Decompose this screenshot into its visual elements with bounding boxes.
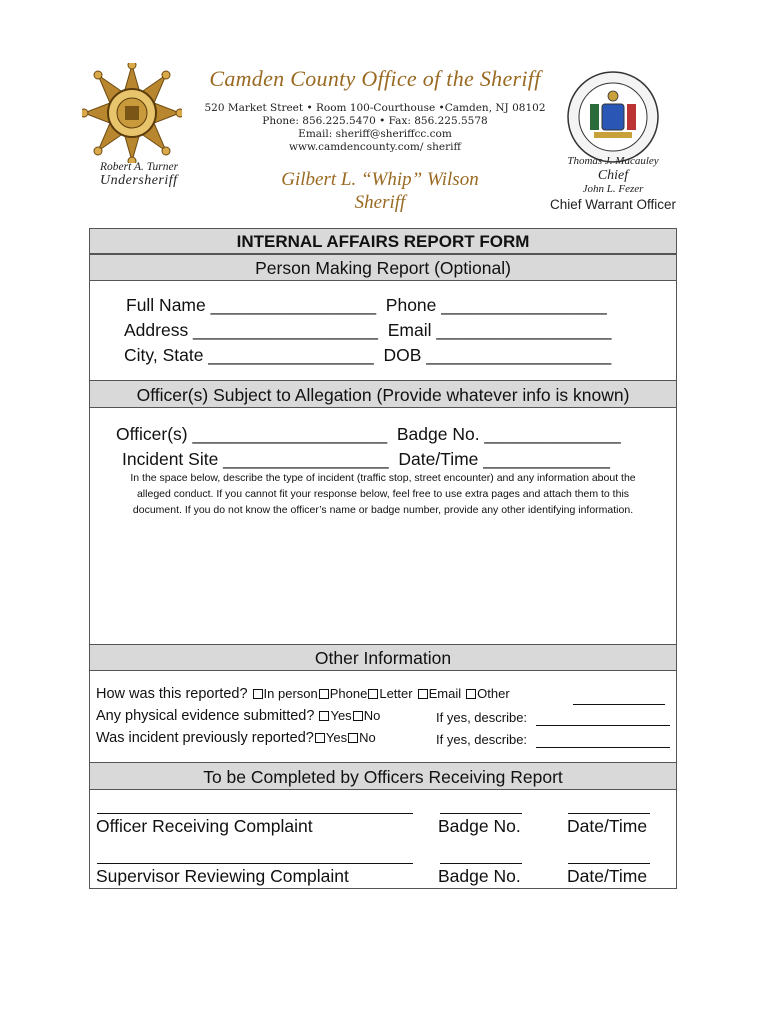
section-header-officers-receiving: To be Completed by Officers Receiving Report [90, 762, 676, 790]
officer-receiving-signature-line[interactable] [97, 813, 413, 814]
office-address: 520 Market Street • Room 100-Courthouse •Camden, NJ 08102 [204, 102, 546, 114]
sheriff-signature [250, 168, 510, 214]
previous-no-label: No [359, 730, 376, 745]
officer-datetime-line[interactable] [568, 813, 650, 814]
letterhead [190, 64, 560, 154]
supervisor-datetime-line[interactable] [568, 863, 650, 864]
checkbox-email[interactable] [418, 689, 428, 699]
office-website-link[interactable]: www.camdencounty.com/ sheriff [289, 141, 461, 153]
supervisor-badge-label: Badge No. [438, 866, 521, 886]
supervisor-reviewing-label: Supervisor Reviewing Complaint [96, 866, 349, 886]
instructions-line-2: alleged conduct. If you cannot fit your response below, feel free to use extra pages and attach them to this [136, 488, 630, 500]
instructions-line-3: document. If you do not know the officer’s name or badge number, provide any other identifying information. [132, 504, 634, 516]
other-method-field[interactable] [573, 704, 665, 705]
supervisor-signature-line[interactable] [97, 863, 413, 864]
checkbox-previous-no[interactable] [348, 733, 358, 743]
address-email-field[interactable]: Address ___________________ Email __________________ [124, 320, 612, 340]
cwo-title: Chief Warrant Officer [549, 197, 677, 212]
office-email-text: Email: sheriff@sheriffcc.com [298, 128, 452, 140]
checkbox-phone[interactable] [319, 689, 329, 699]
undersheriff-name: Robert A. Turner [100, 161, 179, 173]
previous-describe-field[interactable] [536, 747, 670, 748]
physical-evidence-row [96, 708, 380, 724]
section-header-person-making-report: Person Making Report (Optional) [90, 254, 676, 281]
checkbox-letter[interactable] [368, 689, 378, 699]
option-phone-label: Phone [329, 686, 368, 701]
instructions-line-1: In the space below, describe the type of incident (traffic stop, street encounter) and any information about the [130, 472, 636, 484]
supervisor-badge-line[interactable] [440, 863, 522, 864]
evidence-no-label: No [363, 708, 381, 723]
option-letter-label: Letter [379, 686, 413, 701]
sheriff-title: Sheriff [354, 192, 406, 213]
previously-reported-label: Was incident previously reported? [96, 730, 314, 746]
physical-evidence-label: Any physical evidence submitted? [96, 708, 315, 724]
full-name-phone-field[interactable]: Full Name _________________ Phone _________________ [126, 295, 607, 315]
section-header-other-information: Other Information [90, 644, 676, 671]
sheriff-star-badge-icon [82, 63, 182, 163]
checkbox-other[interactable] [466, 689, 476, 699]
internal-affairs-form [89, 228, 677, 889]
checkbox-in-person[interactable] [253, 689, 263, 699]
office-phone-fax: Phone: 856.225.5470 • Fax: 856.225.5578 [262, 115, 488, 127]
checkbox-evidence-yes[interactable] [319, 711, 329, 721]
incident-description-area[interactable] [96, 521, 670, 641]
option-email-label: Email [428, 686, 462, 701]
office-title: Camden County Office of the Sheriff [209, 66, 541, 91]
previously-reported-row [96, 730, 376, 746]
undersheriff-signature [100, 161, 178, 189]
office-email [190, 128, 560, 141]
officer-badge-line[interactable] [440, 813, 522, 814]
evidence-describe-label: If yes, describe: [436, 710, 528, 725]
evidence-describe-field[interactable] [536, 725, 670, 726]
chief-name: Thomas J. Macauley [567, 155, 659, 167]
officers-badge-field[interactable]: Officer(s) ____________________ Badge No. ______________ [116, 424, 621, 444]
how-reported-label: How was this reported? [96, 686, 248, 702]
section-header-officers-subject: Officer(s) Subject to Allegation (Provide whatever info is known) [90, 380, 676, 408]
previous-describe-label: If yes, describe: [436, 732, 528, 747]
undersheriff-title: Undersheriff [100, 173, 178, 188]
checkbox-evidence-no[interactable] [353, 711, 363, 721]
sheriff-name: Gilbert L. “Whip” Wilson [281, 169, 479, 190]
option-other-label: Other [477, 686, 510, 701]
officer-receiving-label: Officer Receiving Complaint [96, 816, 313, 836]
form-title: INTERNAL AFFAIRS REPORT FORM [90, 229, 676, 254]
chief-signature [538, 154, 688, 213]
officer-datetime-label: Date/Time [567, 816, 648, 836]
officer-badge-label: Badge No. [438, 816, 521, 836]
checkbox-previous-yes[interactable] [315, 733, 325, 743]
cwo-name: John L. Fezer [582, 183, 644, 195]
supervisor-datetime-label: Date/Time [567, 866, 648, 886]
city-state-dob-field[interactable]: City, State _________________ DOB ___________________ [124, 345, 612, 365]
evidence-yes-label: Yes [330, 708, 352, 723]
option-in-person-label: In person [263, 686, 318, 701]
how-reported-row [96, 686, 510, 702]
incident-site-datetime-field[interactable]: Incident Site _________________ Date/Time _____________ [122, 449, 610, 469]
new-jersey-state-seal-icon [566, 70, 660, 164]
chief-title: Chief [597, 168, 629, 183]
previous-yes-label: Yes [325, 730, 348, 745]
